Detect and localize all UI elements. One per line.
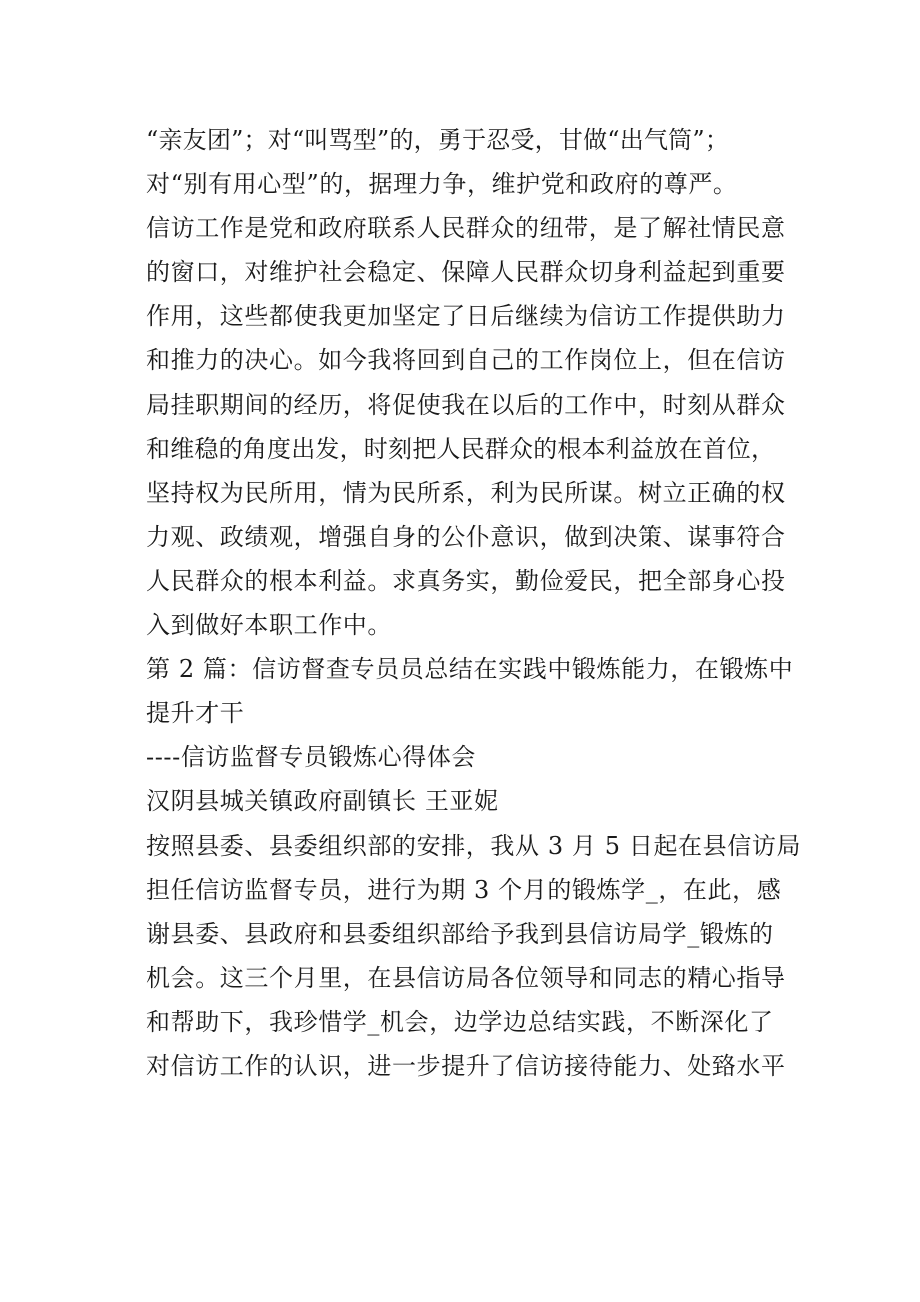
section-heading-continued: 提升才干 bbox=[146, 699, 245, 728]
text-line: “亲友团”；对“叫骂型”的，勇于忍受，甘做“出气筒”； bbox=[146, 126, 730, 154]
text-line: 担任信访监督专员，进行为期 3 个月的锻炼学_，在此，感 bbox=[146, 875, 782, 904]
text-line: 的窗口，对维护社会稳定、保障人民群众切身利益起到重要 bbox=[146, 258, 786, 287]
text-line: 力观、政绩观，增强自身的公仆意识，做到决策、谋事符合 bbox=[146, 522, 786, 551]
text-line: 对信访工作的认识，进一步提升了信访接待能力、处臵水平 bbox=[146, 1051, 786, 1080]
text-line: 对“别有用心型”的，据理力争，维护党和政府的尊严。 bbox=[146, 170, 738, 199]
document-body bbox=[146, 118, 806, 1088]
text-line: 局挂职期间的经历，将促使我在以后的工作中，时刻从群众 bbox=[146, 390, 786, 419]
text-line: 谢县委、县政府和县委组织部给予我到县信访局学_锻炼的 bbox=[146, 919, 774, 948]
text-line: 坚持权为民所用，情为民所系，利为民所谋。树立正确的权 bbox=[146, 478, 786, 507]
text-line: 作用，这些都使我更加坚定了日后继续为信访工作提供助力 bbox=[146, 302, 786, 331]
text-line: 和推力的决心。如今我将回到自己的工作岗位上，但在信访 bbox=[146, 346, 786, 375]
author-line: 汉阴县城关镇政府副镇长 王亚妮 bbox=[146, 787, 499, 816]
text-line: 和维稳的角度出发，时刻把人民群众的根本利益放在首位， bbox=[146, 434, 776, 463]
text-line: 人民群众的根本利益。求真务实，勤俭爱民，把全部身心投 bbox=[146, 566, 786, 595]
text-line: 入到做好本职工作中。 bbox=[146, 611, 392, 640]
text-line: 按照县委、县委组织部的安排，我从 3 月 5 日起在县信访局 bbox=[146, 831, 802, 860]
text-line: 和帮助下，我珍惜学_机会，边学边总结实践，不断深化了 bbox=[146, 1007, 774, 1036]
text-line: 机会。这三个月里，在县信访局各位领导和同志的精心指导 bbox=[146, 963, 786, 992]
section-heading: 第 2 篇：信访督查专员员总结在实践中锻炼能力，在锻炼中 bbox=[146, 655, 794, 684]
subtitle: ----信访监督专员锻炼心得体会 bbox=[146, 743, 477, 772]
text-line: 信访工作是党和政府联系人民群众的纽带，是了解社情民意 bbox=[146, 214, 786, 243]
